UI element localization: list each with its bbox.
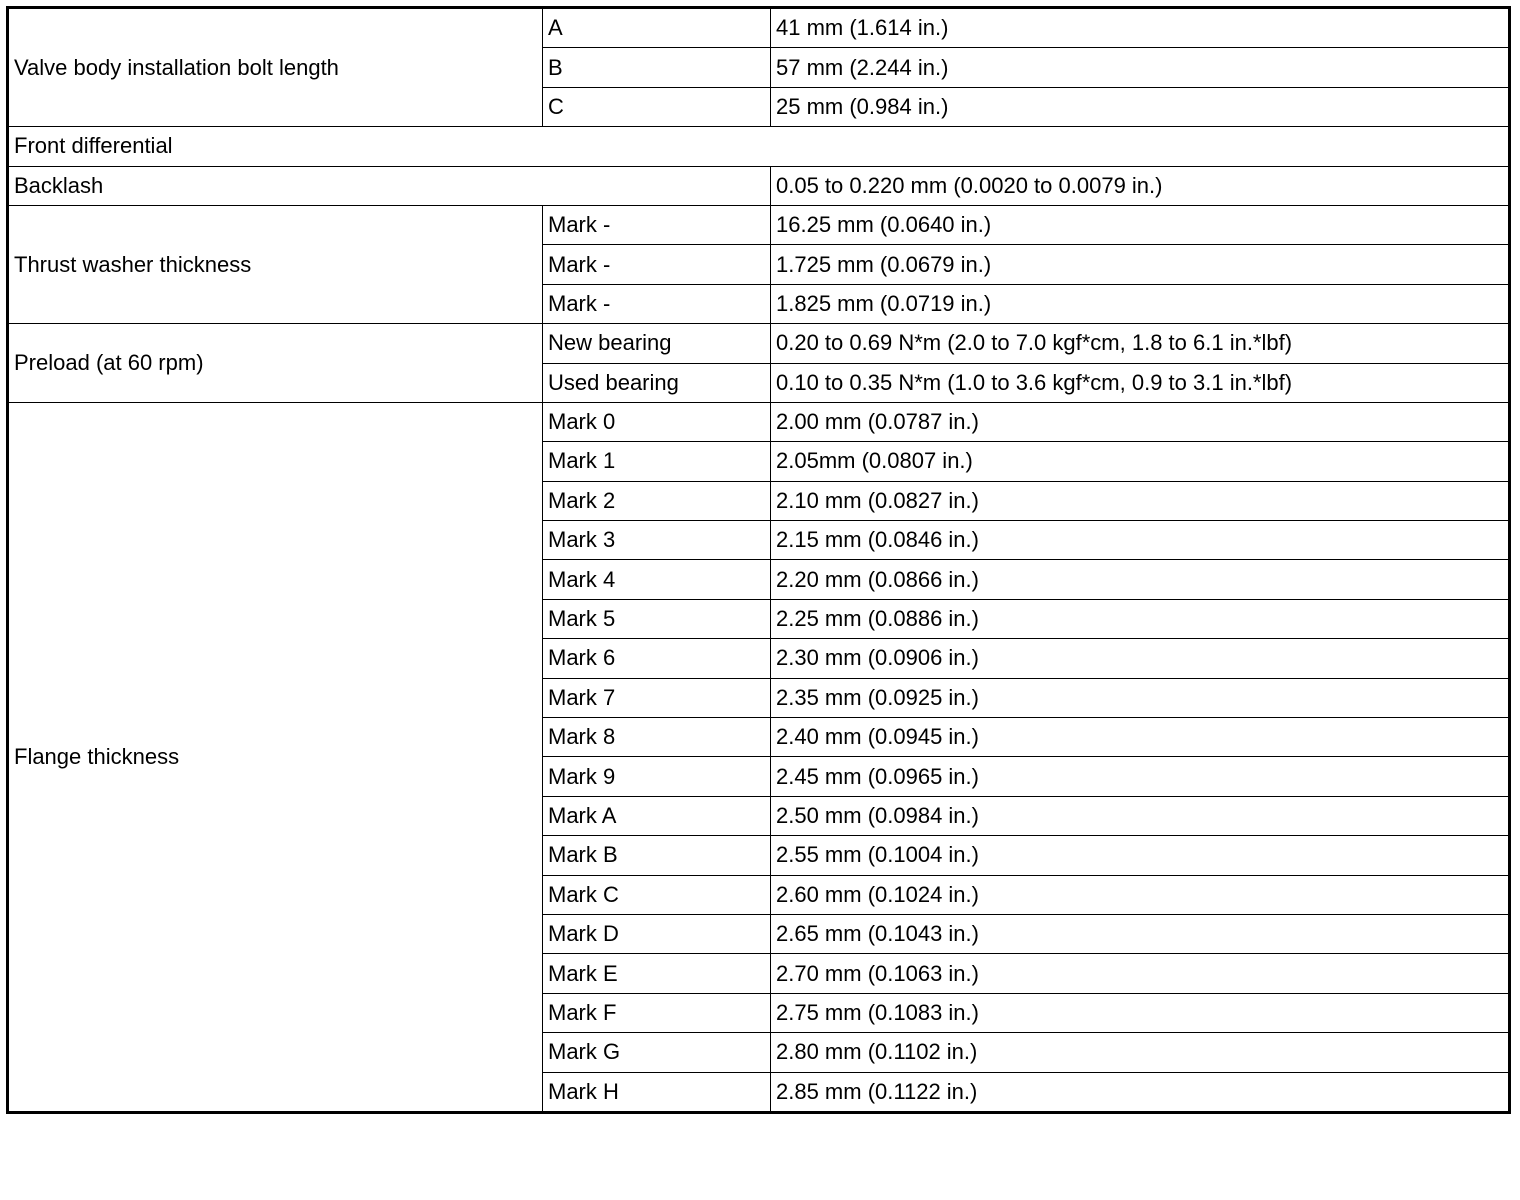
row-value: 2.80 mm (0.1102 in.) xyxy=(771,1033,1510,1072)
row-key: Mark - xyxy=(543,205,771,244)
row-value: 2.65 mm (0.1043 in.) xyxy=(771,914,1510,953)
row-value: 2.35 mm (0.0925 in.) xyxy=(771,678,1510,717)
row-key: New bearing xyxy=(543,324,771,363)
row-key: Mark 2 xyxy=(543,481,771,520)
row-key: Mark 7 xyxy=(543,678,771,717)
row-key: Mark 4 xyxy=(543,560,771,599)
row-value: 0.20 to 0.69 N*m (2.0 to 7.0 kgf*cm, 1.8 to 6.1 in.*lbf) xyxy=(771,324,1510,363)
row-value: 2.40 mm (0.0945 in.) xyxy=(771,718,1510,757)
row-value: 1.825 mm (0.0719 in.) xyxy=(771,284,1510,323)
row-value: 2.25 mm (0.0886 in.) xyxy=(771,599,1510,638)
row-key: Mark 3 xyxy=(543,521,771,560)
row-key: Mark C xyxy=(543,875,771,914)
row-value: 2.70 mm (0.1063 in.) xyxy=(771,954,1510,993)
row-value: 2.20 mm (0.0866 in.) xyxy=(771,560,1510,599)
row-value: 0.10 to 0.35 N*m (1.0 to 3.6 kgf*cm, 0.9 to 3.1 in.*lbf) xyxy=(771,363,1510,402)
row-value: 41 mm (1.614 in.) xyxy=(771,8,1510,48)
row-value: 2.30 mm (0.0906 in.) xyxy=(771,639,1510,678)
row-key: Mark 9 xyxy=(543,757,771,796)
section-heading-front-differential: Front differential xyxy=(8,127,1510,166)
table-row xyxy=(8,205,1510,244)
row-value: 2.85 mm (0.1122 in.) xyxy=(771,1072,1510,1112)
row-value: 2.05mm (0.0807 in.) xyxy=(771,442,1510,481)
group-label-preload: Preload (at 60 rpm) xyxy=(8,324,543,403)
table-row xyxy=(8,8,1510,48)
row-key: Mark 0 xyxy=(543,402,771,441)
row-value: 2.15 mm (0.0846 in.) xyxy=(771,521,1510,560)
row-key: Mark G xyxy=(543,1033,771,1072)
row-key: Mark E xyxy=(543,954,771,993)
row-value: 2.75 mm (0.1083 in.) xyxy=(771,993,1510,1032)
row-value: 2.45 mm (0.0965 in.) xyxy=(771,757,1510,796)
row-key: C xyxy=(543,87,771,126)
row-value: 2.10 mm (0.0827 in.) xyxy=(771,481,1510,520)
table-row xyxy=(8,166,1510,205)
row-key: Mark H xyxy=(543,1072,771,1112)
row-key: B xyxy=(543,48,771,87)
group-label-thrust-washer: Thrust washer thickness xyxy=(8,205,543,323)
row-key: Mark 1 xyxy=(543,442,771,481)
group-label-valve-bolt-length: Valve body installation bolt length xyxy=(8,8,543,127)
row-value: 2.55 mm (0.1004 in.) xyxy=(771,836,1510,875)
spec-table xyxy=(6,6,1511,1114)
row-value: 1.725 mm (0.0679 in.) xyxy=(771,245,1510,284)
table-row xyxy=(8,402,1510,441)
row-key: Mark - xyxy=(543,245,771,284)
row-key: A xyxy=(543,8,771,48)
row-value: 2.00 mm (0.0787 in.) xyxy=(771,402,1510,441)
row-value: 0.05 to 0.220 mm (0.0020 to 0.0079 in.) xyxy=(771,166,1510,205)
row-key: Mark A xyxy=(543,796,771,835)
row-key: Used bearing xyxy=(543,363,771,402)
row-key: Mark 5 xyxy=(543,599,771,638)
row-value: 16.25 mm (0.0640 in.) xyxy=(771,205,1510,244)
row-key: Mark 8 xyxy=(543,718,771,757)
row-value: 2.60 mm (0.1024 in.) xyxy=(771,875,1510,914)
row-value: 2.50 mm (0.0984 in.) xyxy=(771,796,1510,835)
row-value: 57 mm (2.244 in.) xyxy=(771,48,1510,87)
row-key: Mark - xyxy=(543,284,771,323)
row-key: Mark D xyxy=(543,914,771,953)
spec-table-body xyxy=(8,8,1510,1113)
row-key: Mark 6 xyxy=(543,639,771,678)
group-label-backlash: Backlash xyxy=(8,166,771,205)
row-key: Mark B xyxy=(543,836,771,875)
group-label-flange-thickness: Flange thickness xyxy=(8,402,543,1112)
row-value: 25 mm (0.984 in.) xyxy=(771,87,1510,126)
table-row xyxy=(8,324,1510,363)
row-key: Mark F xyxy=(543,993,771,1032)
table-row xyxy=(8,127,1510,166)
